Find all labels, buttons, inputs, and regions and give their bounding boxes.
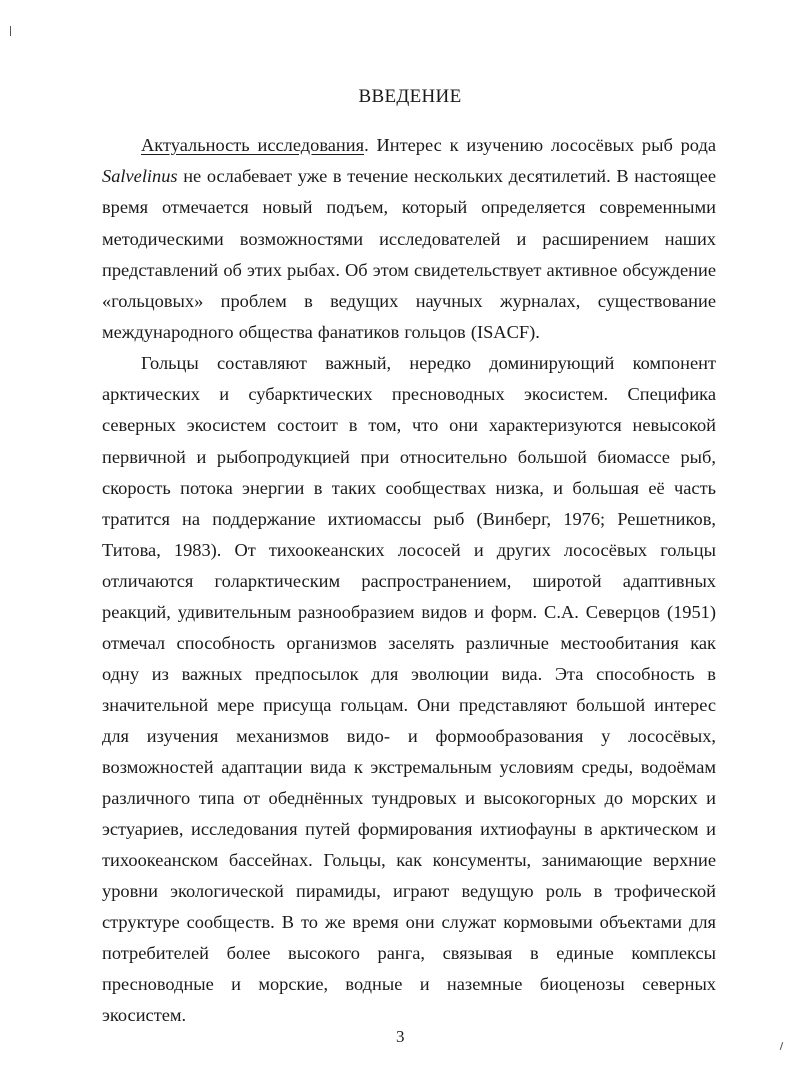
paragraph-2-line-18: уровни экологической пирамиды, играют ведущую роль в трофической [102,881,716,901]
text-span: не ослабевает уже в течение нескольких десятилетий. В настоящее [177,166,716,186]
paragraph-2-line-15: различного типа от обеднённых тундровых и высокогорных до морских и [102,788,716,808]
paragraph-2-line-13: для изучения механизмов видо- и формообразования у лососёвых, [102,726,716,746]
paragraph-2-line-9: реакций, удивительным разнообразием видов и форм. С.А. Северцов (1951) [102,602,716,622]
page-title: ВВЕДЕНИЕ [358,86,462,107]
paragraph-2-line-14: возможностей адаптации вида к экстремальным условиям среды, водоёмам [102,757,716,777]
paragraph-1-line-6: «гольцовых» проблем в ведущих научных журналах, существование [102,291,716,311]
paragraph-2-line-3: северных экосистем состоит в том, что они характеризуются невысокой [102,415,716,435]
paragraph-1-line-4: методическими возможностями исследователей и расширением наших [102,229,716,249]
paragraph-2-line-11: одну из важных предпосылок для эволюции вида. Эта способность в [102,664,716,684]
paragraph-2-line-10: отмечал способность организмов заселять различные местообитания как [102,633,716,653]
paragraph-2-line-19: структуре сообществ. В то же время они служат кормовыми объектами для [102,912,716,932]
scan-mark [10,26,11,36]
paragraph-2-line-6: тратится на поддержание ихтиомассы рыб (Винберг, 1976; Решетников, [102,509,716,529]
paragraph-2-line-7: Титова, 1983). От тихоокеанских лососей и других лососёвых гольцы [102,540,716,560]
paragraph-2-line-20: потребителей более высокого ранга, связывая в единые комплексы [102,943,716,963]
paragraph-2-line-12: значительной мере присуща гольцам. Они представляют большой интерес [102,695,716,715]
paragraph-1-line-1 [141,134,716,156]
section-label: Актуальность исследования [141,135,365,155]
paragraph-2-line-17: тихоокеанском бассейнах. Гольцы, как консументы, занимающие верхние [102,850,716,870]
genus-name: Salvelinus [102,166,178,186]
paragraph-2-line-1: Гольцы составляют важный, нередко доминирующий компонент [141,353,716,373]
paragraph-1-line-2 [102,165,716,187]
paragraph-2-line-4: первичной и рыбопродукцией при относительно большой биомассе рыб, [102,447,716,467]
paragraph-2-line-21: пресноводные и морские, водные и наземные биоценозы северных [102,974,716,994]
paragraph-2-line-5: скорость потока энергии в таких сообществах низка, и большая её часть [102,478,716,498]
scan-mark [780,1042,783,1050]
paragraph-2-line-22: экосистем. [102,1005,187,1025]
paragraph-2-line-16: эстуариев, исследования путей формирования ихтиофауны в арктическом и [102,819,716,839]
paragraph-1-line-3: время отмечается новый подъем, который определяется современными [102,197,716,217]
paragraph-1-line-7: международного общества фанатиков гольцов (ISACF). [102,322,540,342]
paragraph-2-line-8: отличаются голарктическим распространением, широтой адаптивных [102,571,716,591]
paragraph-2-line-2: арктических и субарктических пресноводных экосистем. Специфика [102,384,716,404]
paragraph-1-line-5: представлений об этих рыбах. Об этом свидетельствует активное обсуждение [102,260,716,280]
text-span: . Интерес к изучению лососёвых рыб рода [364,135,716,155]
page-number: 3 [396,1027,405,1046]
